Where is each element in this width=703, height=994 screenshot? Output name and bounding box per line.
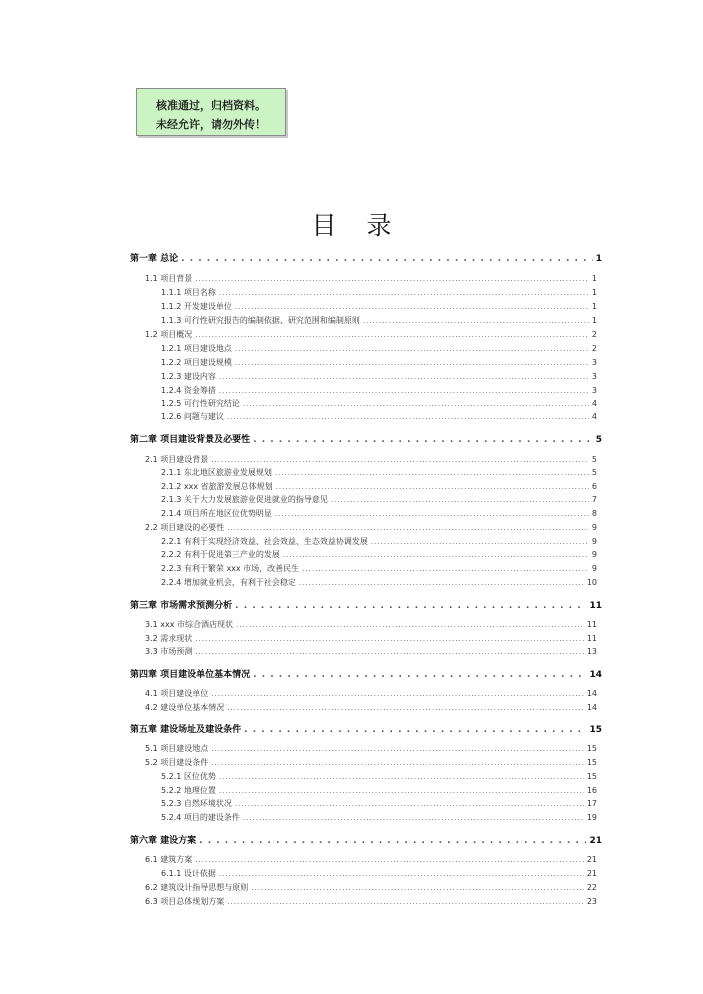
- toc-entry-subsection[interactable]: 2.2.3 有利于繁荣 xxx 市场，改善民生 . . . 9: [161, 563, 597, 574]
- toc-entry-section[interactable]: 2.1 项目建设背景 . . . 5: [145, 454, 597, 465]
- toc-entry-section[interactable]: 3.3 市场预测 . . . 13: [145, 646, 597, 657]
- toc-entry-subsection[interactable]: 2.1.2 xxx 省旅游发展总体规划 . . . 6: [161, 481, 597, 492]
- toc-entry-section[interactable]: 4.2 建设单位基本情况 . . . 14: [145, 702, 597, 713]
- toc-entry-subsection[interactable]: 5.2.4 项目的建设条件 . . . 19: [161, 812, 597, 823]
- toc-entry-section[interactable]: 5.1 项目建设地点 . . . 15: [145, 743, 597, 754]
- toc-entry-subsection[interactable]: 2.2.1 有利于实现经济效益、社会效益、生态效益协调发展 . . . 9: [161, 536, 597, 547]
- toc-entry-chapter[interactable]: 第一章 总论 . . . 1: [130, 251, 602, 264]
- toc-entry-subsection[interactable]: 2.1.1 东北地区旅游业发展规划 . . . 5: [161, 467, 597, 478]
- toc-entry-chapter[interactable]: 第四章 项目建设单位基本情况 . . . 14: [130, 667, 602, 680]
- toc-entry-section[interactable]: 3.1 xxx 市综合酒店现状 . . . 11: [145, 619, 597, 630]
- toc-entry-subsection[interactable]: 5.2.3 自然环境状况 . . . 17: [161, 798, 597, 809]
- toc-entry-section[interactable]: 2.2 项目建设的必要性 . . . 9: [145, 522, 597, 533]
- toc-entry-subsection[interactable]: 2.2.2 有利于促进第三产业的发展 . . . 9: [161, 549, 597, 560]
- toc-entry-subsection[interactable]: 2.2.4 增加就业机会，有利于社会稳定 . . . 10: [161, 577, 597, 588]
- toc-entry-subsection[interactable]: 5.2.1 区位优势 . . . 15: [161, 771, 597, 782]
- toc-entry-subsection[interactable]: 1.2.3 建设内容 . . . 3: [161, 371, 597, 382]
- notice-line-1: 核准通过，归档资料。: [156, 99, 266, 112]
- toc-entry-chapter[interactable]: 第六章 建设方案 . . . 21: [130, 833, 602, 846]
- toc-entry-subsection[interactable]: 1.2.4 资金筹措 . . . 3: [161, 385, 597, 396]
- toc-entry-section[interactable]: 6.1 建筑方案 . . . 21: [145, 854, 597, 865]
- toc-entry-subsection[interactable]: 1.2.6 问题与建议 . . . 4: [161, 411, 597, 422]
- notice-line-2: 未经允许，请勿外传！: [156, 118, 266, 131]
- toc-entry-subsection[interactable]: 1.1.2 开发建设单位 . . . 1: [161, 301, 597, 312]
- notice-stamp: [136, 88, 286, 136]
- toc-entry-chapter[interactable]: 第五章 建设场址及建设条件 . . . 15: [130, 722, 602, 735]
- toc-entry-subsection[interactable]: 1.2.2 项目建设规模 . . . 3: [161, 357, 597, 368]
- toc-entry-chapter[interactable]: 第三章 市场需求预测分析 . . . 11: [130, 598, 602, 611]
- toc-entry-section[interactable]: 6.2 建筑设计指导思想与原则 . . . 22: [145, 882, 597, 893]
- toc-entry-subsection[interactable]: 1.1.1 项目名称 . . . 1: [161, 287, 597, 298]
- toc-title: 目录: [311, 211, 422, 240]
- toc-entry-section[interactable]: 5.2 项目建设条件 . . . 15: [145, 757, 597, 768]
- toc-entry-subsection[interactable]: 1.2.1 项目建设地点 . . . 2: [161, 343, 597, 354]
- toc-entry-section[interactable]: 1.2 项目概况 . . . 2: [145, 329, 597, 340]
- toc-entry-section[interactable]: 4.1 项目建设单位 . . . 14: [145, 688, 597, 699]
- toc-entry-subsection[interactable]: 1.1.3 可行性研究报告的编制依据、研究范围和编制原则 . . . 1: [161, 315, 597, 326]
- toc-entry-section[interactable]: 3.2 需求现状 . . . 11: [145, 633, 597, 644]
- toc-entry-chapter[interactable]: 第二章 项目建设背景及必要性 . . . 5: [130, 432, 602, 445]
- toc-entry-subsection[interactable]: 2.1.3 关于大力发展旅游业促进就业的指导意见 . . . 7: [161, 494, 597, 505]
- toc-entry-subsection[interactable]: 2.1.4 项目所在地区位优势明显 . . . 8: [161, 508, 597, 519]
- toc-entry-section[interactable]: 1.1 项目背景 . . . 1: [145, 273, 597, 284]
- toc-entry-subsection[interactable]: 1.2.5 可行性研究结论 . . . 4: [161, 398, 597, 409]
- toc-entry-subsection[interactable]: 5.2.2 地理位置 . . . 16: [161, 785, 597, 796]
- toc-entry-section[interactable]: 6.3 项目总体规划方案 . . . 23: [145, 896, 597, 907]
- toc-entry-subsection[interactable]: 6.1.1 设计依据 . . . 21: [161, 868, 597, 879]
